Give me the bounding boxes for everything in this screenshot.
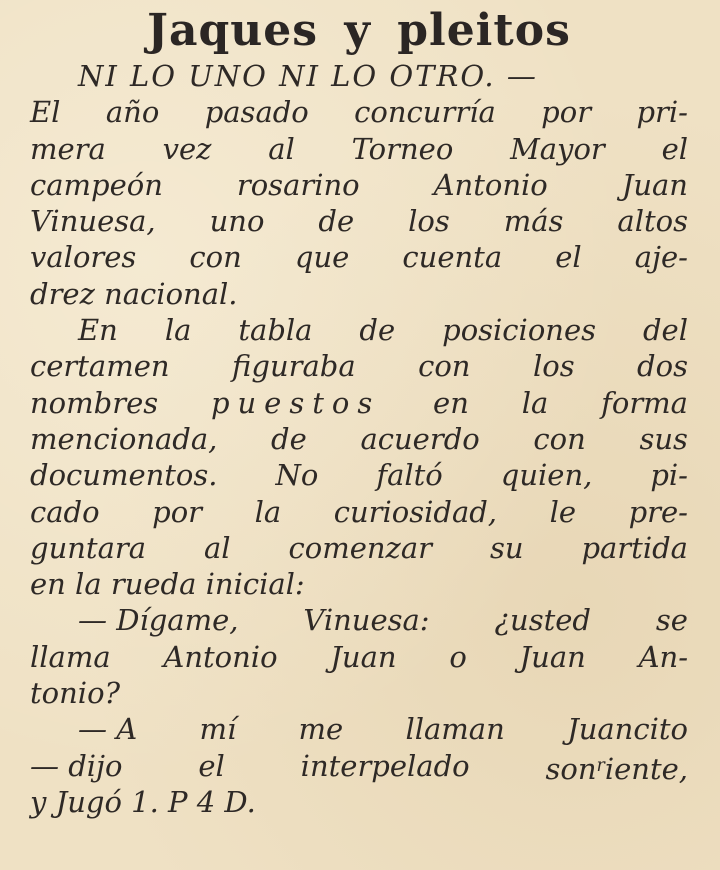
text-line: — dijo el interpelado son$^r$iente,: [30, 748, 688, 786]
text-line: El año pasado concurría por pri-: [30, 95, 688, 130]
text-line: documentos. No faltó quien, pi-: [30, 458, 688, 493]
text-line: mera vez al Torneo Mayor el: [30, 131, 688, 166]
misprinted-word: son$^r$iente,: [545, 751, 688, 786]
text-line: y Jugó 1. P 4 D.: [30, 784, 256, 819]
text-line: certamen figuraba con los dos: [30, 349, 688, 384]
text-line: guntara al comenzar su partida: [30, 530, 688, 565]
paragraph-4: [30, 711, 688, 820]
text-line: en la rueda inicial:: [30, 567, 305, 602]
lead-in: NI LO UNO NI LO OTRO. —: [78, 59, 538, 93]
text-line: llama Antonio Juan o Juan An-: [30, 639, 688, 674]
text-line: Vinuesa, uno de los más altos: [30, 204, 688, 239]
text-line: valores con que cuenta el aje-: [30, 240, 688, 275]
text-line: — Dígame, Vinuesa: ¿usted se: [78, 603, 688, 638]
paragraph-1: [30, 58, 688, 312]
text-line: nombres puestos en la forma: [30, 385, 688, 420]
text-line: — A mí me llaman Juancito: [78, 712, 688, 747]
article-body: [30, 58, 688, 820]
paragraph-3: [30, 602, 688, 711]
headline: Jaques y pleitos: [147, 5, 571, 56]
text-line: En la tabla de posiciones del: [78, 313, 688, 348]
text-line: drez nacional.: [30, 276, 238, 311]
text-line: cado por la curiosidad, le pre-: [30, 494, 688, 529]
text-line: campeón rosarino Antonio Juan: [30, 167, 688, 202]
text-line: mencionada, de acuerdo con sus: [30, 421, 688, 456]
text-line: tonio?: [30, 676, 121, 711]
paragraph-2: [30, 312, 688, 602]
